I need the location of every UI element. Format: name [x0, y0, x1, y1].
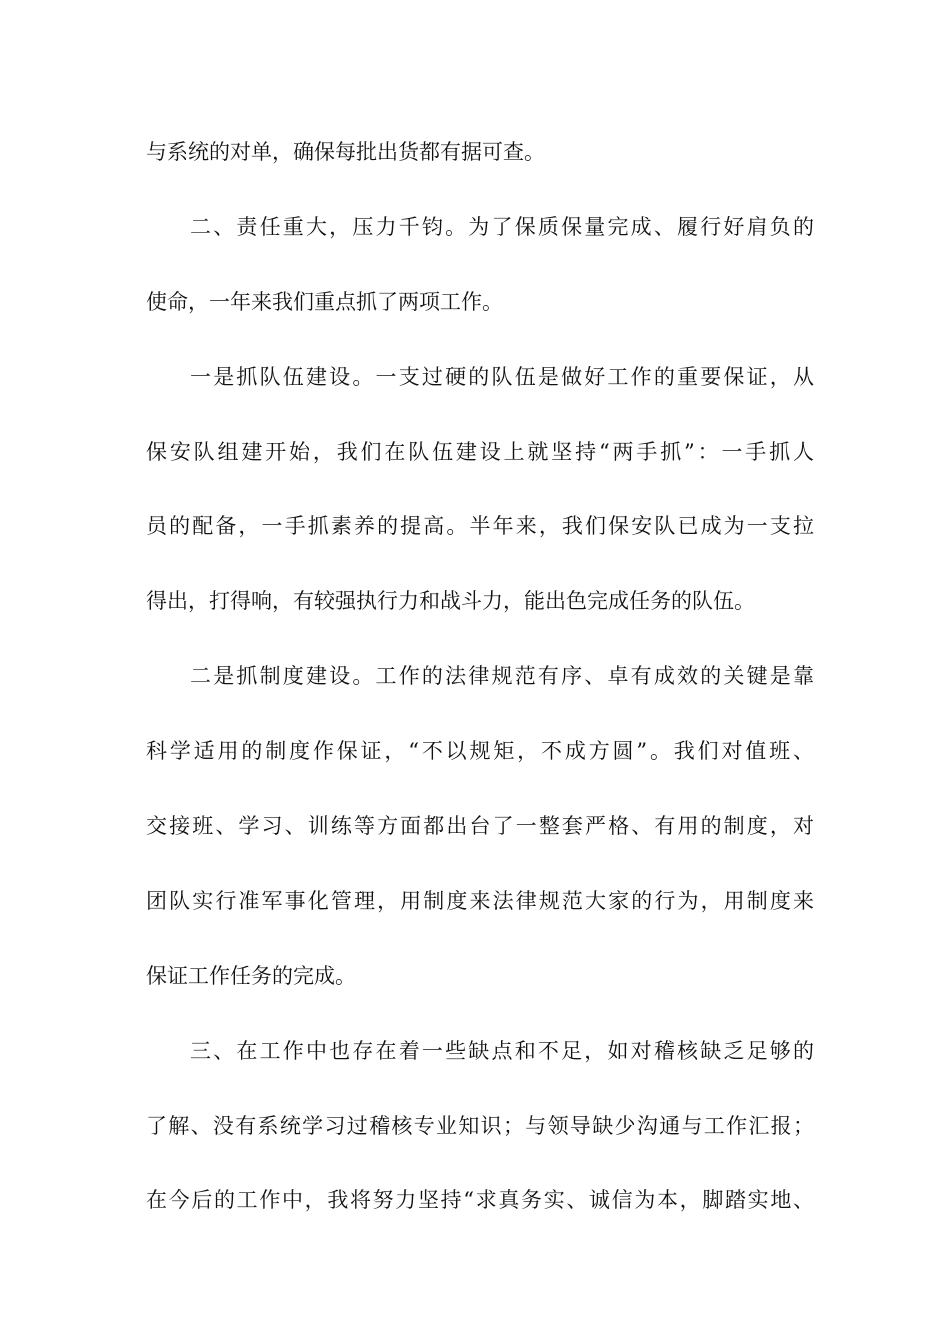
text-line: 三、在工作中也存在着一些缺点和不足，如对稽核缺乏足够的 [190, 1038, 814, 1063]
text-line: 一是抓队伍建设。一支过硬的队伍是做好工作的重要保证，从 [190, 364, 814, 389]
text-line: 与系统的对单，确保每批出货都有据可查。 [146, 140, 545, 164]
text-line: 二、责任重大，压力千钧。为了保质保量完成、履行好肩负的 [190, 214, 814, 239]
text-line: 使命，一年来我们重点抓了两项工作。 [146, 289, 503, 314]
text-line: 二是抓制度建设。工作的法律规范有序、卓有成效的关键是靠 [190, 664, 814, 689]
text-line: 保证工作任务的完成。 [146, 963, 356, 988]
text-line: 了解、没有系统学习过稽核专业知识；与领导缺少沟通与工作汇报； [146, 1113, 814, 1138]
text-line: 在今后的工作中，我将努力坚持“求真务实、诚信为本，脚踏实地、 [146, 1188, 814, 1213]
text-line: 科学适用的制度作保证，“不以规矩，不成方圆”。我们对值班、 [146, 739, 814, 764]
body-text [146, 130, 814, 1253]
text-line: 团队实行准军事化管理，用制度来法律规范大家的行为，用制度来 [146, 888, 814, 913]
text-line: 保安队组建开始，我们在队伍建设上就坚持“两手抓”：一手抓人 [146, 439, 814, 464]
text-line: 交接班、学习、训练等方面都出台了一整套严格、有用的制度，对 [146, 814, 814, 839]
text-line: 得出，打得响，有较强执行力和战斗力，能出色完成任务的队伍。 [146, 589, 755, 614]
text-line: 员的配备，一手抓素养的提高。半年来，我们保安队已成为一支拉 [146, 514, 814, 539]
